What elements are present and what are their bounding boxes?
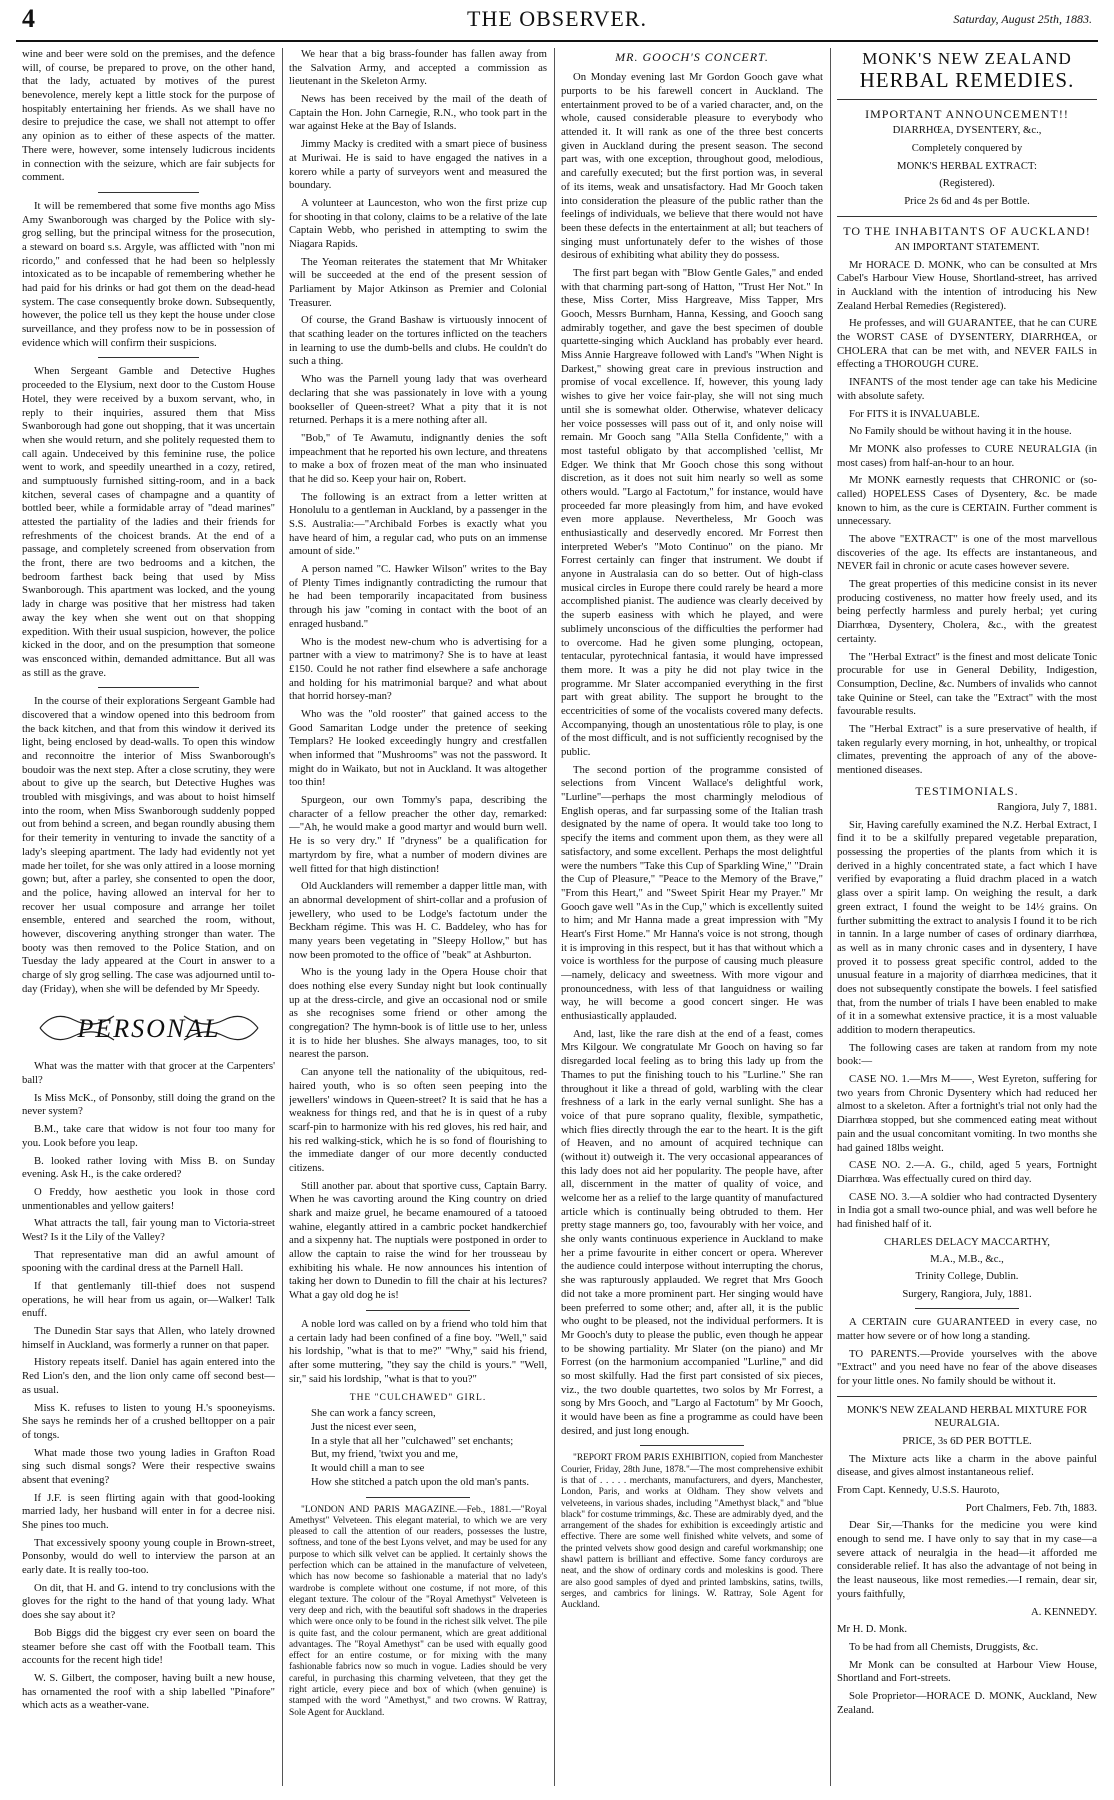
column-3 <box>561 48 823 1786</box>
personal-item: What was the matter with that grocer at the Carpenters' ball? <box>22 1060 275 1087</box>
article-paragraph: wine and beer were sold on the premises, and the defence will, of course, be prepared to prove, on the other hand, that the lady, actuated by motives of the purest benevolence, merely kept a little stock for the purpose of hospitably entertaining her friends. As we shall have no desire to prejudice the case, we shall not attempt to offer any opinion as to either of these aspects of the matter. There were, however, some intensely ludicrous incidents in connection with the seizure, which are fair subjects for comment. <box>22 48 275 184</box>
advert-paragraph: No Family should be without having it in the house. <box>849 425 1072 438</box>
mixture-price: PRICE, 3s 6D PER BOTTLE. <box>902 1434 1032 1447</box>
personal-item: That representative man did an awful amount of spooning with the cardinal dress at the Parnell Hall. <box>22 1248 275 1275</box>
diseases: DIARRHŒA, DYSENTERY, &c., <box>892 124 1042 137</box>
advert-paragraph: The "Herbal Extract" is the finest and most delicate Tonic procurable for use in General Debility, Indigestion, Consumption, Decline, &c. Numbers of invalids who cannot take Quinine or Steel, can take the "Extract" with the most favourable results. <box>837 650 1097 718</box>
advert-paragraph: The above "EXTRACT" is one of the most marvellous discoveries of the age. Its effects are instantaneous, and NEVER fail in chronic or acute cases however severe. <box>837 533 1097 573</box>
divider <box>915 1308 1019 1309</box>
advert-paragraph: INFANTS of the most tender age can take his Medicine with absolute safety. <box>837 376 1097 402</box>
testimonial-body: Sir, Having carefully examined the N.Z. Herbal Extract, I find it to be a skilfully prepared vegetable preparation, possessing the properties of the plants from which it is derived in a highly concentrated state, a fact which I have verified by evaporating a fluid drachm placed in a watch glass over a spirit lamp. On weighing the result, a dark green extract, I found the weight to be 14½ grains. On further submitting the extract to analysis I found it to be rich in tannin. In a large number of cases of ordinary diarrhœa, as well as in many chronic cases and in dysentery, I have proved it to possess great specific control, added to the unusual feature in a majority of diarrhœa medicines, that it does not subsequently constipate the bowels. I feel satisfied that, from the number of trials I have been enabled to make of it in a somewhat extensive practice, it is a most valuable addition to modern therapeutics. <box>837 818 1097 1037</box>
case-item: CASE NO. 2.—A. G., child, aged 5 years, Fortnight Diarrhœa. Was effectually cured on third day. <box>837 1159 1097 1185</box>
advert-paragraph: Mr MONK also professes to CURE NEURALGIA (in most cases) from half-an-hour to an hour. <box>837 442 1097 469</box>
herbal-extract: MONK'S HERBAL EXTRACT: <box>897 159 1037 172</box>
personal-item: That excessively spoony young couple in Brown-street, Ponsonby, would do well to interview the parson at an early date. It is really too-too. <box>22 1536 275 1577</box>
article-paragraph: It will be remembered that some five months ago Miss Amy Swanborough was charged by the Police with sly-grog selling, but the principal witness for the prosecution, a steward on board s.s. Argyle, was afflicted with "non mi ricordo," and confessed that he had been so helplessly intoxicated as to be incapable of remembering whether he had paid for his drinks or had got them on the dead-head system. The case consequently broke down. Subsequently, however, the police tell us they kept the house under close surveillance, and they profess now to be in possession of evidence which will confirm their suspicions. <box>22 199 275 349</box>
personal-item: On dit, that H. and G. intend to try conclusions with the gloves for the right to the hand of that young lady. What does she say about it? <box>22 1581 275 1622</box>
divider <box>366 1497 469 1498</box>
chemists: To be had from all Chemists, Druggists, &c. <box>849 1640 1039 1653</box>
personal-item: Who is the modest new-chum who is advertising for a partner with a view to matrimony? She is to have at least £150. Could he not rather find elsewhere a safe anchorage and holding for his matrimonial barque? and what about that horrid horsey-man? <box>289 635 547 703</box>
poem <box>289 1407 547 1489</box>
velveteen-advert: "LONDON AND PARIS MAGAZINE.—Feb., 1881.—"Royal Amethyst" Velveteen. This elegant material, to which we are very pleased to call the attention of our readers, possesses the lustre, softness, and tone of the best Lyons velvet, and may be used for any purpose to which silk velvet can be applied. It certainly shows the perfection which can be attained in the manufacture of velveteen, which has now become so fashionable a material that no lady's wardrobe is complete without one costume, if not more, of this elegant texture. The colour of the "Royal Amethyst" Velveteen is very deep and rich, with the beautiful soft shadows in the draperies which were once only to be found in the richest silk velvet. The pile is quite fast, and the colour permanent, which are great additional advantages. The "Royal Amethyst" can be used with equally good effect for an entire costume, or for mixing with the many fashionable fabrics now so much in vogue. Ladies should be very careful, in purchasing this charming velveteen, that they get the right article, every piece and box of which (when genuine) is stamped with the word "Amethyst," and two crowns. W Rattray, Sole Agent for Auckland. <box>289 1504 547 1718</box>
article-paragraph: The first part began with "Blow Gentle Gales," and ended with that charming part-song of Hatton, "Trust Her Not." In these, Miss Corter, Miss Hargreave, Miss Tapper, Mrs Gooch, Messrs Burnham, Hanna, Kessing, and Gooch sang admirably together, and gave the best specimen of double quartette-singing which Auckland has probably ever heard. Miss Annie Hargreave followed with Land's "When Night is Darkest," showing great care in previous instruction and promise of vocal excellence. If, however, this young lady wishes to give her voice fair-play, she will not sing much until she is somewhat older. Otherwise, whatever delicacy her voice possesses will pass out of it, and only noise will remain. Mr Gooch sang "Alla Stella Confidente," with a most tasteful obligato by that accomplished 'cellist, Mr Edger. We think that Mr Gooch chose this song without discretion, as it does not suit him nearly so well as some others would. "Largo al Factotum," for instance, would have proceeded far more pleasingly from him, and have evoked even more applause. Nevertheless, Mr Gooch was enthusiastically and deservedly encored. Mr Forrest then interpreted Weber's "Moto Continuo" on the piano. Mr Forrest certainly can finger that instrument. We doubt if anyone in Australasia can do so better. Out of high-class musical circles in Europe there could rarely be heard a more accomplished pianist. The audience was clearly deceived by the superb easiness with which he played, and were sublimely unconscious of the difficulties the performer had to overcome. Had he given some plunging, octopean, tentacular, pyrotechnical fantasia, it would have impressed them more. It was a pity he did not play twice in the programme. Mr Slater accompanied everything in the first part with great ability. The support he brought to the eccentricities of some of the vocalists covered many defects. Accompanying, though an unostentatious rôle to play, is one of the most difficult, and is not sufficiently recognised by the public. <box>561 266 823 759</box>
poem-line: Just the nicest ever seen, <box>311 1421 417 1434</box>
advert-paragraph: Mr HORACE D. MONK, who can be consulted at Mrs Cabel's Harbour View House, Shortland-street, has arrived in Auckland with the intention of introducing his New Zealand Herbal Remedies (Registered). <box>837 258 1097 312</box>
column-4 <box>837 48 1097 1786</box>
masthead-rule <box>16 40 1098 42</box>
divider <box>98 357 199 358</box>
testimonials-head: TESTIMONIALS. <box>915 783 1019 798</box>
poem-line: It would chill a man to see <box>311 1462 425 1475</box>
exhibition-advert: "REPORT FROM PARIS EXHIBITION, copied from Manchester Courier, Friday, 28th June, 1878."—The most comprehensive exhibit is that of . . . . . merchants, manufacturers, and dyers, Manchester, London, Paris, and works at Oldham. They show velvets and velveteens, in various shades, including "Amethyst black," and "blue black" for costume trimmings, &c. These are admirably dyed, and the arrangement of the shades for exhibition is exceedingly artistic and effective. There are some well finished white velvets, and some of the printed velvets show good design and careful workmanship; one shawl pattern is brilliant and effective. Some fancy corduroys are neat, and the show of ordinary cords and moleskins is good. There are also good samples of dyed and printed lambskins, satins, twills, serges, and cambrics for linings. W. Rattray, Sole Agent for Auckland. <box>561 1453 823 1611</box>
advert-paragraph: He professes, and will GUARANTEE, that he can CURE the WORST CASE of DYSENTERY, DIARRHŒA, or CHOLERA that can be met with, and NEVER FAILS in effecting a THOROUGH CURE. <box>837 317 1097 371</box>
divider <box>640 1445 745 1446</box>
personal-item: O Freddy, how aesthetic you look in those cord unmentionables and yellow gaiters! <box>22 1185 275 1212</box>
column-divider <box>282 48 283 1786</box>
personal-item: Who was the "old rooster" that gained access to the Good Samaritan Lodge under the pretence of seeking Templars? He looked exceedingly hungry and crestfallen when informed that "Mushrooms" was not the password. It might do in Waikato, but not in Auckland. It was altogether too thin! <box>289 707 547 789</box>
column-divider <box>830 48 831 1786</box>
cases-intro: The following cases are taken at random from my note book:— <box>837 1041 1097 1068</box>
divider <box>98 192 199 193</box>
personal-item: Of course, the Grand Bashaw is virtuously innocent of that scathing leader on the tortures inflicted on the teachers in learning to use the dumb-bells and clubs. He couldn't do such a thing. <box>289 314 547 368</box>
personal-item: "Bob," of Te Awamutu, indignantly denies the soft impeachment that he reported his own lecture, and threatens to make a box of frozen meat of the man who insinuated that he did so. Keep your hair on, Robert. <box>289 431 547 485</box>
advert-paragraph: The great properties of this medicine consist in its never producing costiveness, no matter how freely used, and its being perfectly harmless and purely herbal; yet curing Diarrhœa, Dysentery, Cholera, &c., with the greatest certainty. <box>837 578 1097 645</box>
personal-item: Bob Biggs did the biggest cry ever seen on board the steamer before she cast off with the Football team. This accounts for the recent high tide! <box>22 1626 275 1667</box>
personal-item: B. looked rather loving with Miss B. on Sunday evening. Ask H., is the cake ordered? <box>22 1154 275 1181</box>
personal-item: The Yeoman reiterates the statement that Mr Whitaker will be succeeded at the end of the present session of Parliament by Major Atkinson as Premier and Colonial Treasurer. <box>289 255 547 309</box>
divider <box>98 687 199 688</box>
personal-item: Who is the young lady in the Opera House choir that does nothing else every Sunday night but look continually up at the dress-circle, and give an occasional nod or smile as she recognises some friend or other among the congregation? The hymn-book is of little use to her, unless it is to hide her blushes. She always manages, too, to sit nearest the parson. <box>289 966 547 1061</box>
article-paragraph: When Sergeant Gamble and Detective Hughes proceeded to the Elysium, next door to the Custom House Hotel, they were received by a buxom servant, who, in reply to their inquiries, assured them that Miss Swanborough had gone out shopping, that it was uncertain when she would return, and she politely requested them to call again. Undeceived by this feminine ruse, the police went to work, and speedily unearthed in a cozy, retired, and sumptuously furnished sitting-room, and in a back kitchen, several cases of champagne and a quantity of bottled beer, while a formidable array of "dead marines" attested the partiality of the ladies and their friends for refreshments of the choicest brands. At the end of a passage, and completely screened from observation from the front, there are two bedrooms and a kitchen, the bedroom farthest back being that used by Miss Swanborough. This apartment was locked, and the young lady in charge was positive that her mistress had taken away the key when she went out on that shopping expedition. With their usual suspicion, however, the police kicked in the door, and on the presumption that someone was ensconced within, demanded admittance. But all was as still as the grave. <box>22 365 275 679</box>
advert-title-row2: HERBAL REMEDIES. <box>859 67 1075 92</box>
column-1 <box>22 48 275 1786</box>
article-paragraph: And, last, like the rare dish at the end of a feast, comes Mrs Kilgour. We congratulate Mr Gooch on having so far disregarded local feeling as to bring this lady up from the Thames to put the finishing touch to his "Lurline." She ran throughout it like a thread of gold, warbling with the clear freshness of a lark in the early vernal sunlight. She has a voice of that pure soprano quality, flexible, sympathetic, which flies directly through the ear to the heart. It is the gift of Heaven, and no amount of acquired technique can (without it) outweigh it. The very occasional appearances of this lady does not aid her popularity. The people have, after all, discernment in the matter of quality of voice, and welcome her as a relief to the large quantity of manufactured article which is continually being obtruded to them. Her pretty stage manners go, too, favourably with her voice, and she only wants continuous experience in Auckland to make her a prime favourite in either concert or opera. Wherever the audience could interpose without interrupting the chorus, she was rapturously applauded. We regret that Mrs Gooch did not take a more prominent part. Her singing would have been preferred to some other; and, after all, it is the public who ought to be pleased, not the individual performers. It is Mr Gooch's duty to please the public, even though he appear to be showing partiality. Mr Slater (on the piano) and Mr Forrest (on the harmonium accompanied "Lurline," and did so most skilfully. Had the first part consisted of six pieces, viz., the two double quartettes, two solos by Mr Forrest, a song by Mrs Gooch, and "Largo al Factotum" by Mr Gooch, it would have been as fine a programme as could have been desired, and just long enough. <box>561 1027 823 1437</box>
personal-item: If that gentlemanly till-thief does not suspend operations, he will hear from us again, or—Walker! Talk enuff. <box>22 1280 275 1320</box>
page-number: 4 <box>22 4 35 33</box>
to-parents: TO PARENTS.—Provide yourselves with the above "Extract" and you need have no fear of the above diseases for your little ones. No family should be without it. <box>837 1347 1097 1387</box>
personal-item: Who was the Parnell young lady that was overheard declaring that she was passionately in love with a young bookseller of Queen-street? What a pity that it is not returned. Perhaps it is a mere nothing after all. <box>289 373 547 427</box>
personal-item: What made those two young ladies in Grafton Road sing such dismal songs? Were their respective swains absent that evening? <box>22 1446 275 1486</box>
testimonial-date: Rangiora, July 7, 1881. <box>997 801 1097 814</box>
personal-item: A noble lord was called on by a friend who told him that a certain lady had been confined of a fine boy. "Well," said his lordship, "what is that to me?" "Why," said his friend, after some muttering, "they say the child is yours." "Well, sir," said his lordship, "what is that to you?" <box>289 1317 547 1385</box>
case-item: CASE NO. 3.—A soldier who had contracted Dysentery in India got a small two-ounce phial, and was well before he had finished half of it. <box>837 1190 1097 1230</box>
advert-paragraph: Mr MONK earnestly requests that CHRONIC or (so-called) HOPELESS Cases of Dysentery, &c. be made known to him, as the cure is CERTAIN. Further comment is unnecessary. <box>837 474 1097 528</box>
personal-item: News has been received by the mail of the death of Captain the Hon. John Carnegie, R.N., who took part in the war against Heke at the Bay of Islands. <box>289 93 547 133</box>
concert-headline: MR. GOOCH'S CONCERT. <box>615 50 769 64</box>
poem-line: How she stitched a patch upon the old man's pants. <box>311 1475 530 1488</box>
personal-item: Still another par. about that sportive cuss, Captain Barry. When he was cavorting around the King country on dried shark and maize gruel, he became enamoured of a tatooed wahine, elegantly attired in a cambric pocket handkerchief and a sixpenny hat. The nuptials were postponed in order to allow the captain to raise the wind for her trousseau by exhibiting his whale. He now announces his intention of taking her down to Dunedin to fill the chair at his lectures? What a gay old dog he is! <box>289 1179 547 1302</box>
advert-title <box>837 50 1097 92</box>
personal-item: Can anyone tell the nationality of the ubiquitous, red-haired youth, who is so often seen peeping into the jewellers' windows in Queen-street? It is said that he has a weakness for things red, and that he is in quest of a ruby scarf-pin to harmonize with his red gloves, his red hair, and his red walking-stick, which he is so fond of flourishing to the immediate danger of our more decently conducted citizens. <box>289 1066 547 1174</box>
article-paragraph: The second portion of the programme consisted of selections from Vincent Wallace's delightful work, "Lurline"—perhaps the most charmingly melodious of English operas, and far surpassing some of the Italian trash designated by the name of opera. It would take too long to specify the items and comment upon them, as they were all satisfactory, and some excellent. Perhaps the most delightful were the numbers "Take this Cup of Sparkling Wine," "Drain the Cup of Pleasure," "Peace to the Memory of the Brave," "From this Heart," and "Sweet Spirit Hear my Prayer." Mr Gooch gave well "As in the Cup," which is excellently suited to him; and Mr Hanna made a great impression with "My Heart's First Home." Mr Hanna's voice is not strong, though it is improving in this respect, but it has that without which a voice is worthless for the purpose of causing much pleasure—namely, delicacy and sweetness. With more vigour and pronouncedness, with less of that languidness or wailing way, he will become a good concert singer. He was enthusiastically applauded. <box>561 763 823 1023</box>
personal-item: The following is an extract from a letter written at Honolulu to a gentleman in Auckland, by a passenger in the S.S. Australia:—"Archibald Forbes is exactly what you have heard of him, a regular cad, who puts on an immense amount of side." <box>289 490 547 558</box>
personal-item: If J.F. is seen flirting again with that good-looking married lady, her husband will enter in for a decree nisi. She pines too much. <box>22 1491 275 1531</box>
cure-guarantee: A CERTAIN cure GUARANTEED in every case, no matter how severe or of how long a standing. <box>837 1316 1097 1342</box>
kennedy-letter: Dear Sir,—Thanks for the medicine you were kind enough to send me. I have only to say that in my case—a severe attack of neuralgia in the head—it afforded me considerable relief. It has also the advantage of not being in the least nauseous, like most remedies.—I remain, dear sir, yours faithfully, <box>837 1519 1097 1600</box>
advert-paragraph: For FITS it is INVALUABLE. <box>849 407 980 420</box>
masthead <box>16 4 1098 42</box>
kennedy-date: Port Chalmers, Feb. 7th, 1883. <box>965 1501 1097 1514</box>
conquered-by: Completely conquered by <box>911 141 1023 154</box>
personal-item: We hear that a big brass-founder has fallen away from the Salvation Army, and accepted a commission as lieutenant in the Skeleton Army. <box>289 48 547 88</box>
personal-item: History repeats itself. Daniel has again entered into the Red Lion's den, and the lion only came off second best—as usual. <box>22 1356 275 1396</box>
signer-place: Surgery, Rangiora, July, 1881. <box>902 1287 1032 1300</box>
personal-item: Is Miss McK., of Ponsonby, still doing the grand on the never system? <box>22 1091 275 1118</box>
consult: Mr Monk can be consulted at Harbour View House, Shortland and Fort-streets. <box>837 1658 1097 1685</box>
article-paragraph: On Monday evening last Mr Gordon Gooch gave what purports to be his farewell concert in Auckland. The entertainment proved to be of a varied character, and, on the whole, caused considerable pleasure to everybody who attended it. It will rank as one of the three best concerts given in Auckland during the present season. The second part was, with one exception, throughout good, melodious, and carefully executed; but the first portion was, in several of its items, weak and unsatisfactory. Had Mr Gooch taken into consideration the pleasure of the public rather than the feelings of individuals, we believe that there would not have been these defects in the entertainment at all; but teachers of singing must unfortunately defer to the wishes of those desirous of exhibiting what ability they do possess. <box>561 71 823 262</box>
personal-item: Miss K. refuses to listen to young H.'s spooneyisms. She says he reminds her of a crushed belltopper on a pair of tongs. <box>22 1401 275 1441</box>
poem-title: THE "CULCHAWED" GIRL. <box>349 1393 487 1404</box>
statement-head: AN IMPORTANT STATEMENT. <box>894 240 1040 253</box>
personal-banner-scroll <box>34 1004 264 1052</box>
paper-name: THE OBSERVER. <box>467 6 647 31</box>
signer-degree: M.A., M.B., &c., <box>930 1253 1004 1266</box>
personal-items <box>22 1060 275 1713</box>
personal-item: W. S. Gilbert, the composer, having built a new house, has ornamented the roof with a ship labelled "Pinafore" which acts as a weather-vane. <box>22 1671 275 1712</box>
case-item: CASE NO. 1.—Mrs M——, West Eyreton, suffering for two years from Chronic Dysentery which had reduced her almost to a skeleton. After a fortnight's trial not only had the Diarrhœa stopped, but she commenced eating meat without pain and the usual concomitant vomiting. In two months she had gained 18lbs weight. <box>837 1073 1097 1154</box>
personal-item: Old Aucklanders will remember a dapper little man, with an abnormal development of shirt-collar and a profusion of jewellery, who used to be Lodge's factotum under the Beckham régime. This was H. C. Baddeley, who has for many years been vegetating in "Sleepy Hollow," but has now been promoted to the office of "beak" at Ashburton. <box>289 880 547 961</box>
announcement: IMPORTANT ANNOUNCEMENT!! <box>865 106 1069 121</box>
divider <box>837 1396 1097 1397</box>
to-inhabitants: TO THE INHABITANTS OF AUCKLAND! <box>843 223 1091 238</box>
personal-item: A person named "C. Hawker Wilson" writes to the Bay of Plenty Times indignantly contradicting the rumour that he had been temporarily incapacitated from business through his jaw "coming in contact with the boot of an enraged husband." <box>289 563 547 630</box>
column-2 <box>289 48 547 1786</box>
personal-item: Jimmy Macky is credited with a smart piece of business at Muriwai. He is said to have engaged the natives in a korero while a party of surveyors went and measured the boundary. <box>289 138 547 192</box>
proprietor: Sole Proprietor—HORACE D. MONK, Auckland, New Zealand. <box>837 1689 1097 1716</box>
signer-college: Trinity College, Dublin. <box>915 1270 1019 1283</box>
advert-paragraph: The "Herbal Extract" is a sure preservative of health, if taken regularly every morning, in hot, unhealthy, or tropical climates, preventing the approach of any of the above-mentioned diseases. <box>837 722 1097 776</box>
poem-line: But, my friend, 'twixt you and me, <box>311 1448 459 1461</box>
personal-item: A volunteer at Launceston, who won the first prize cup for shooting in that colony, claims to be a relative of the late Captain Webb, who perished in attempting to swim the Niagara Rapids. <box>289 196 547 250</box>
advert-title-row1: MONK'S NEW ZEALAND <box>862 49 1072 68</box>
signer-name: CHARLES DELACY MACCARTHY, <box>884 1235 1050 1248</box>
publication-date: Saturday, August 25th, 1883. <box>953 12 1092 26</box>
price: Price 2s 6d and 4s per Bottle. <box>904 194 1030 207</box>
personal-item: Spurgeon, our own Tommy's papa, describing the character of a fellow preacher the other day, remarked:—"Ah, he would make a good martyr and would burn well. He is so very dry." If "dryness" be a qualification for martyrdom by fire, what a number of modern divines are well fitted for that high distinction! <box>289 794 547 875</box>
kennedy-signature: A. KENNEDY. <box>1030 1605 1097 1618</box>
personal-item: B.M., take care that widow is not four too many for you. Look before you leap. <box>22 1123 275 1149</box>
column-divider <box>554 48 555 1786</box>
addressee: Mr H. D. Monk. <box>837 1623 908 1636</box>
mixture-head: MONK'S NEW ZEALAND HERBAL MIXTURE FOR NEURALGIA. <box>846 1403 1088 1430</box>
personal-item: What attracts the tall, fair young man to Victoria-street West? Is it the Lily of the Valley? <box>22 1217 275 1243</box>
divider <box>837 99 1097 100</box>
registered: (Registered). <box>939 177 995 190</box>
divider <box>366 1310 469 1311</box>
personal-item: The Dunedin Star says that Allen, who lately drowned himself in Auckland, was formerly a runner on that paper. <box>22 1325 275 1351</box>
poem-line: She can work a fancy screen, <box>311 1407 436 1420</box>
mixture-desc: The Mixture acts like a charm in the above painful disease, and gives almost instantaneous relief. <box>837 1452 1097 1479</box>
poem-line: In a style that all her "culchawed" set enchants; <box>311 1434 514 1447</box>
divider <box>837 216 1097 217</box>
article-paragraph: In the course of their explorations Sergeant Gamble had discovered that a window opened into this bedroom from the back kitchen, and that from this window it derived its light, being enclosed by dead-walls. To open this window and reconnoitre the interior of Miss Swanborough's boudoir was the next step. After a close scrutiny, they were about to give up the search, but Detective Hughes was troubled with misgivings, and was about to hoist himself into the room, when Miss Swanborough suddenly popped out from behind a screen, and began roundly abusing them for their temerity in venturing to invade the sanctity of a lady's sleeping apartment. The lady had evidently not yet made her toilet, for she was only attired in a loose morning gown; but, after a parley, she consented to open the door, and the police, having allowed an interval for her to recover her usual composure and arrange her toilet ensemble, entered and searched the room, without, however, discovering anything stronger than water. The booty was then removed to the Police Station, and on Tuesday the lady appeared at the Court in answer to a charge of sly grog selling. The case was adjourned until to-day (Friday), when she will be defended by Mr Speedy. <box>22 695 275 995</box>
personal-banner-text: PERSONAL <box>76 1014 221 1044</box>
kennedy-from: From Capt. Kennedy, U.S.S. Hauroto, <box>837 1484 1000 1497</box>
personal-banner <box>22 1004 275 1052</box>
